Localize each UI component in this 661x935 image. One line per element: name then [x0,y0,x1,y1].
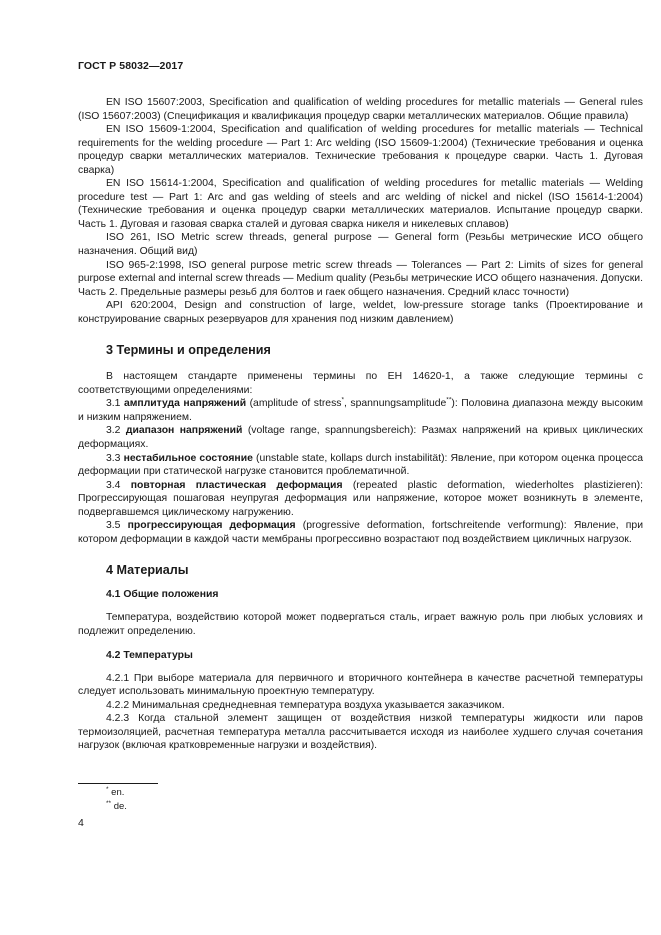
section-3-title: 3 Термины и определения [106,343,271,358]
footnote-ref: * [341,396,345,404]
reference-item: API 620:2004, Design and construction of large, weldet, low-pressure storage tanks (Проектирование и конструирование сварных резервуаров для хранения под низким давлением) [78,300,643,325]
footnote-item: * en. [106,785,125,798]
reference-item: EN ISO 15609-1:2004, Specification and qualification of welding procedures for metallic materials — Technical requirements for the welding procedure — Part 1: Arc welding (ISO 15609-1:2004) (Технические требования и оценка процедур сварки металлических материалов. Технические требования к процедуре сварки. Часть 1. Дуговая сварка) [78,124,643,176]
term-3-5: 3.5 прогрессирующая деформация (progressive deformation, fortschreitende verformung): Явление, при котором деформации в каждой части мембраны прогрессивно возрастают под воздействием цикличных нагрузок. [78,520,643,545]
reference-item: ISO 965-2:1998, ISO general purpose metric screw threads — Tolerances — Part 2: Limits of sizes for general purpose external and internal screw threads — Medium quality (Резьбы метрические ИСО общего назначения. Допуски. Часть 2. Предельные размеры резьб для болтов и гаек общего назначения. Средний класс точности) [78,259,643,298]
item-4-2-1: 4.2.1 При выборе материала для первичного и вторичного контейнера в качестве расчетной температуры следует использовать минимальную проектную температуру. [78,672,643,698]
item-4-2-3: 4.2.3 Когда стальной элемент защищен от воздействия низкой температуры жидкости или паров термоизоляцией, расчетная температура металла рассчитывается исходя из наиболее худшего случая сочетания нагрузок (включая кратковременные нагрузки и воздействия). [78,713,643,752]
subsection-4-1-text: Температура, воздействию которой может подвергаться сталь, играет важную роль при любых условиях и подлежит определению. [78,612,643,637]
term-name: амплитуда напряжений [123,398,247,410]
term-name: прогрессирующая деформация [127,520,296,532]
footnote-ref: ** [446,396,452,404]
footnote-divider [78,783,158,784]
term-3-1: 3.1 амплитуда напряжений (amplitude of stress*, spannungsamplitude**): Половина диапазона между высоким и низким напряжением. [78,396,643,423]
document-header: ГОСТ Р 58032—2017 [78,60,184,72]
normative-references [78,96,643,326]
term-name: диапазон напряжений [125,425,243,437]
reference-item: ISO 261, ISO Metric screw threads, general purpose — General form (Резьбы метрические ИСО общего назначения. Общий вид) [78,232,643,258]
page-content [78,96,643,753]
footnotes [78,783,643,813]
term-3-4: 3.4 повторная пластическая деформация (repeated plastic deformation, wiederholtes plastizieren): Прогрессирующая пошаговая неупругая деформация или напряжение, которое может возникнуть в элементе, подвергавшемся циклическому нагружению. [78,479,644,518]
footnote-item: ** de. [106,799,127,812]
reference-item: EN ISO 15607:2003, Specification and qualification of welding procedures for metallic materials — General rules (ISO 15607:2003) (Спецификация и квалификация процедур сварки металлических материалов. Общие правила) [78,97,643,122]
page-number: 4 [78,817,84,829]
term-name: нестабильное состояние [123,452,253,464]
subsection-4-1-title: 4.1 Общие положения [106,589,219,601]
item-4-2-2: 4.2.2 Минимальная среднедневная температура воздуха указывается заказчиком. [106,699,505,711]
term-3-3: 3.3 нестабильное состояние (unstable state, kollaps durch instabilität): Явление, при котором оценка процесса деформации при статической нагрузке становится проблематичной. [78,452,643,478]
term-name: повторная пластическая деформация [130,479,343,491]
reference-item: EN ISO 15614-1:2004, Specification and qualification of welding procedures for metallic materials — Welding procedure test — Part 1: Arc and gas welding of steels and arc welding of nickel and nickel (ISO 15614-1:2004) (Технические требования и оценка процедур сварки металлических материалов. Испытание процедур сварки. Часть 1. Дуговая и газовая сварка сталей и дуговая сварка никеля и никелевых сплавов) [78,178,643,230]
term-3-2: 3.2 диапазон напряжений (voltage range, spannungsbereich): Размах напряжений на кривых циклических деформациях. [78,425,643,451]
subsection-4-2-title: 4.2 Температуры [106,649,193,661]
section-3-intro: В настоящем стандарте применены термины по ЕН 14620-1, а также следующие термины с соответствующими определениями: [78,371,643,396]
section-4-title: 4 Материалы [106,563,189,578]
